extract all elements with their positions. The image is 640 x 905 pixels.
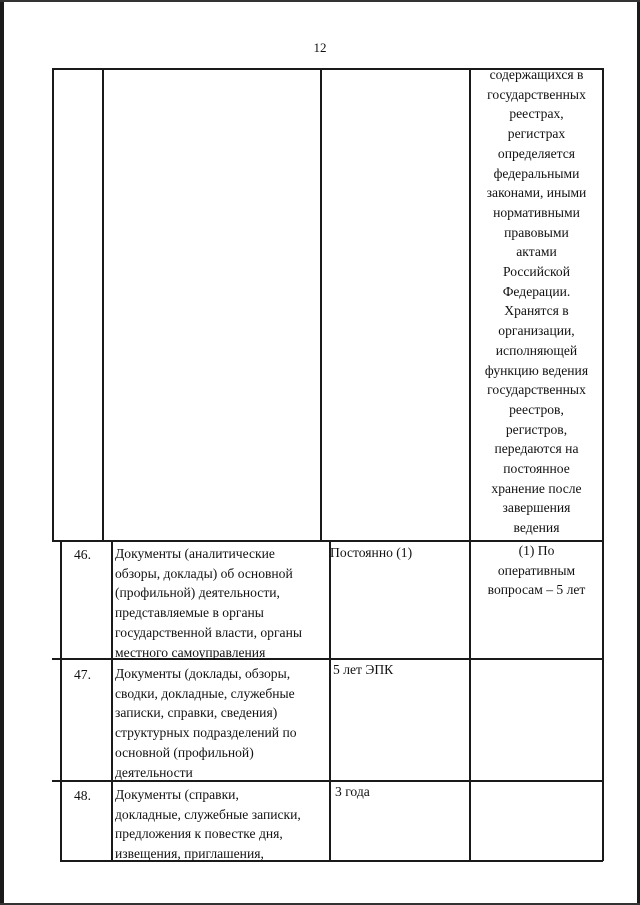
- row-46-title: [115, 544, 329, 662]
- title-line: Документы (доклады, обзоры,: [115, 666, 291, 681]
- title-line: сводки, докладные, служебные: [115, 685, 295, 701]
- note-line: оперативным: [497, 562, 576, 578]
- title-line: записки, справки, сведения): [115, 705, 278, 721]
- row-48-number: 48.: [74, 788, 91, 803]
- note-line: организации,: [498, 323, 575, 339]
- note-line: реестрах,: [509, 106, 564, 122]
- note-line: передаются на: [494, 441, 579, 457]
- note-line: нормативными: [493, 204, 580, 220]
- note-line: Российской: [503, 264, 570, 280]
- title-line: предложения к повестке дня,: [115, 826, 283, 842]
- note-line: функцию ведения: [484, 362, 589, 378]
- column-line-3-upper: [320, 68, 322, 540]
- note-line: государственных: [487, 86, 586, 102]
- note-line: содержащихся в: [489, 67, 584, 82]
- title-line: структурных подразделений по: [115, 725, 297, 741]
- row-46-term: Постоянно (1): [330, 545, 413, 560]
- note-line: правовыми: [504, 224, 569, 240]
- title-line: докладные, служебные записки,: [115, 806, 301, 822]
- row-46-number: 46.: [74, 547, 91, 562]
- column-line-2-lower: [111, 540, 113, 860]
- title-line: (профильной) деятельности,: [115, 585, 280, 601]
- row-47-title: [115, 664, 329, 782]
- note-line: ведения: [513, 520, 560, 536]
- note-line: законами, иными: [486, 185, 587, 201]
- row-47-number: 47.: [74, 667, 91, 682]
- note-line: хранение после: [491, 480, 582, 496]
- title-line: обзоры, доклады) об основной: [115, 565, 293, 581]
- row-48-title: [115, 785, 329, 864]
- title-line: местного самоуправления: [115, 644, 266, 660]
- note-line: завершения: [502, 500, 571, 516]
- note-line: (1) По: [518, 543, 555, 558]
- row-48-term: 3 года: [335, 784, 370, 799]
- title-line: Документы (справки,: [115, 787, 239, 802]
- title-line: деятельности: [115, 764, 193, 780]
- title-line: основной (профильной): [115, 744, 254, 760]
- note-line: регистров,: [505, 421, 568, 437]
- note-line: федеральными: [493, 165, 580, 181]
- note-line: Федерации.: [502, 283, 571, 299]
- note-line: актами: [516, 244, 557, 260]
- note-line: регистрах: [507, 126, 566, 142]
- row-47-term: 5 лет ЭПК: [333, 662, 394, 677]
- row-46-note: [470, 541, 603, 600]
- continuation-note-cell: [470, 65, 603, 538]
- note-line: государственных: [487, 382, 586, 398]
- column-line-left-upper: [52, 68, 54, 540]
- note-line: Хранятся в: [504, 303, 569, 319]
- column-line-2-upper: [102, 68, 104, 540]
- note-line: вопросам – 5 лет: [487, 582, 586, 598]
- page-number: 12: [313, 40, 327, 55]
- column-line-left-lower: [60, 540, 62, 860]
- title-line: извещения, приглашения,: [115, 846, 264, 862]
- note-line: исполняющей: [495, 342, 578, 358]
- note-line: определяется: [497, 145, 576, 161]
- note-line: постоянное: [503, 461, 570, 477]
- title-line: представляемые в органы: [115, 605, 264, 621]
- note-line: реестров,: [509, 401, 564, 417]
- column-line-3-lower: [329, 540, 331, 860]
- title-line: государственной власти, органы: [115, 624, 302, 640]
- title-line: Документы (аналитические: [115, 546, 275, 561]
